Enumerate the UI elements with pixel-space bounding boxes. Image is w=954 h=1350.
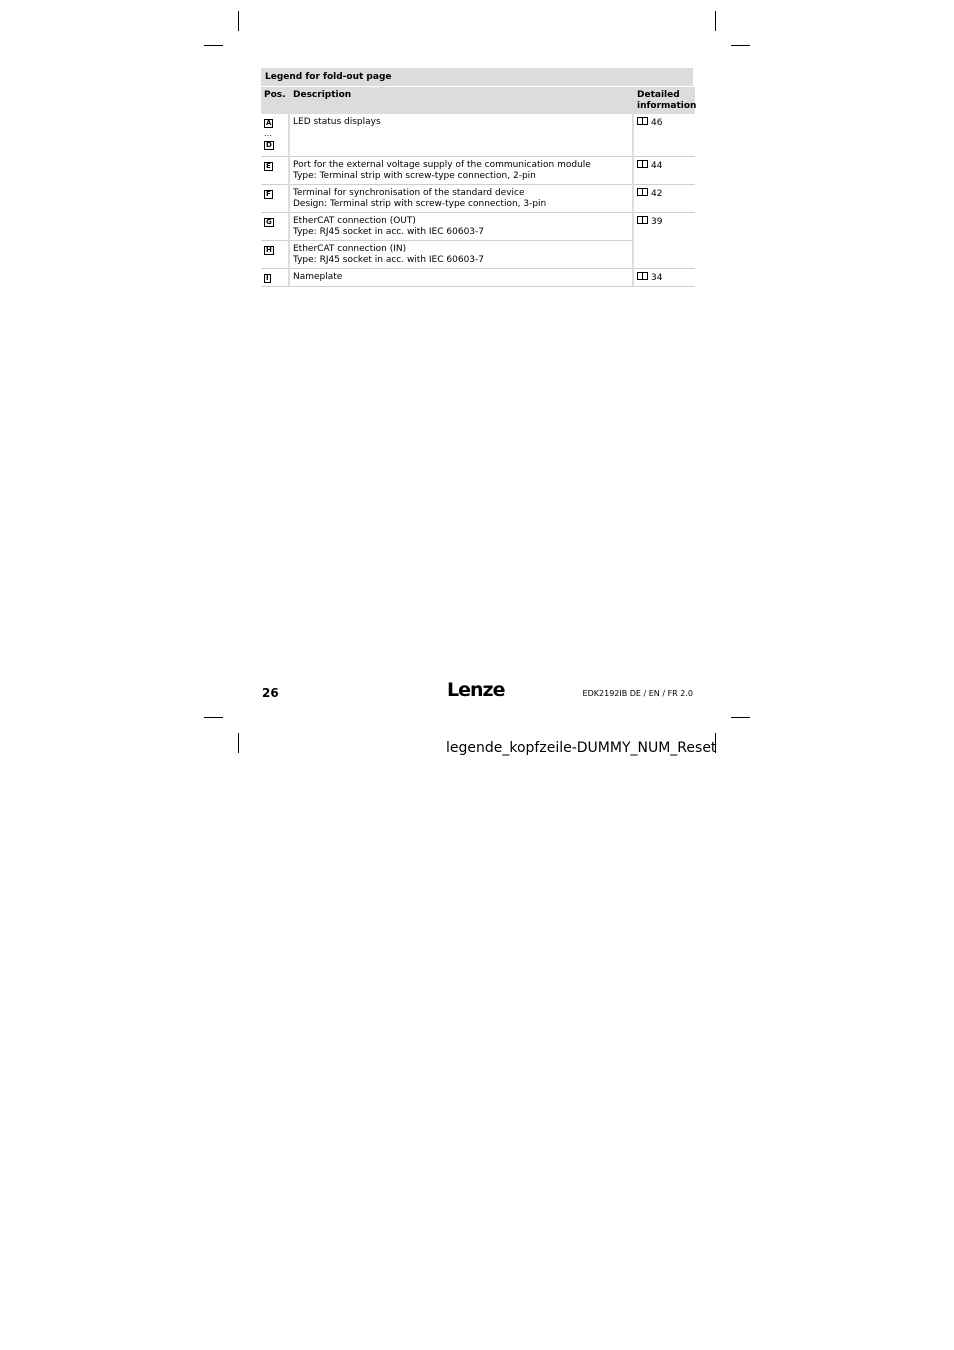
- table-row: [261, 241, 695, 269]
- description-text: Nameplate: [293, 272, 343, 282]
- table-row: [261, 213, 695, 241]
- position-key: H: [266, 246, 272, 254]
- page-reference[interactable]: 46: [651, 118, 663, 128]
- legend-grid: [261, 87, 695, 287]
- position-key: A: [266, 119, 272, 127]
- page-number: 26: [262, 686, 279, 700]
- position-key: G: [266, 218, 272, 226]
- position-range-dots: ...: [264, 129, 272, 138]
- placeholder-text: legende_kopfzeile-DUMMY_NUM_Reset: [446, 740, 717, 756]
- description-text: Port for the external voltage supply of the communication module: [293, 160, 591, 170]
- table-row: [261, 157, 695, 185]
- header-pos: Pos.: [261, 87, 289, 114]
- position-key: F: [266, 190, 271, 198]
- crop-mark: [731, 45, 750, 46]
- legend-title: Legend for fold-out page: [261, 68, 693, 86]
- book-icon: [637, 272, 648, 280]
- book-icon: [637, 188, 648, 196]
- position-key: E: [266, 162, 271, 170]
- page-reference[interactable]: 34: [651, 273, 663, 283]
- description-text: Terminal for synchronisation of the standard device: [293, 188, 525, 198]
- description-detail: Type: RJ45 socket in acc. with IEC 60603-7: [293, 255, 484, 265]
- description-text: EtherCAT connection (IN): [293, 244, 407, 254]
- crop-mark: [204, 45, 223, 46]
- description-detail: Type: Terminal strip with screw-type connection, 2-pin: [293, 171, 536, 181]
- page-reference[interactable]: 39: [651, 217, 663, 227]
- book-icon: [637, 216, 648, 224]
- lenze-logo: Lenze: [447, 679, 505, 701]
- description-detail: Type: RJ45 socket in acc. with IEC 60603-7: [293, 227, 484, 237]
- description-detail: Design: Terminal strip with screw-type connection, 3-pin: [293, 199, 547, 209]
- table-row: [261, 185, 695, 213]
- header-description: Description: [289, 87, 633, 114]
- crop-mark: [715, 11, 716, 31]
- position-key: D: [266, 141, 272, 149]
- document-code: EDK2192IB DE / EN / FR 2.0: [582, 689, 693, 698]
- table-row: [261, 269, 695, 287]
- position-key: I: [266, 274, 269, 282]
- crop-mark: [204, 717, 223, 718]
- legend-table: [261, 68, 695, 287]
- crop-mark: [238, 11, 239, 31]
- page-reference[interactable]: 42: [651, 189, 663, 199]
- description-text: LED status displays: [293, 117, 381, 127]
- description-text: EtherCAT connection (OUT): [293, 216, 416, 226]
- crop-mark: [731, 717, 750, 718]
- book-icon: [637, 160, 648, 168]
- table-row: [261, 114, 695, 157]
- page-reference[interactable]: 44: [651, 161, 663, 171]
- table-header-row: [261, 87, 695, 114]
- crop-mark: [238, 733, 239, 753]
- header-info: Detailed information: [633, 87, 695, 114]
- book-icon: [637, 117, 648, 125]
